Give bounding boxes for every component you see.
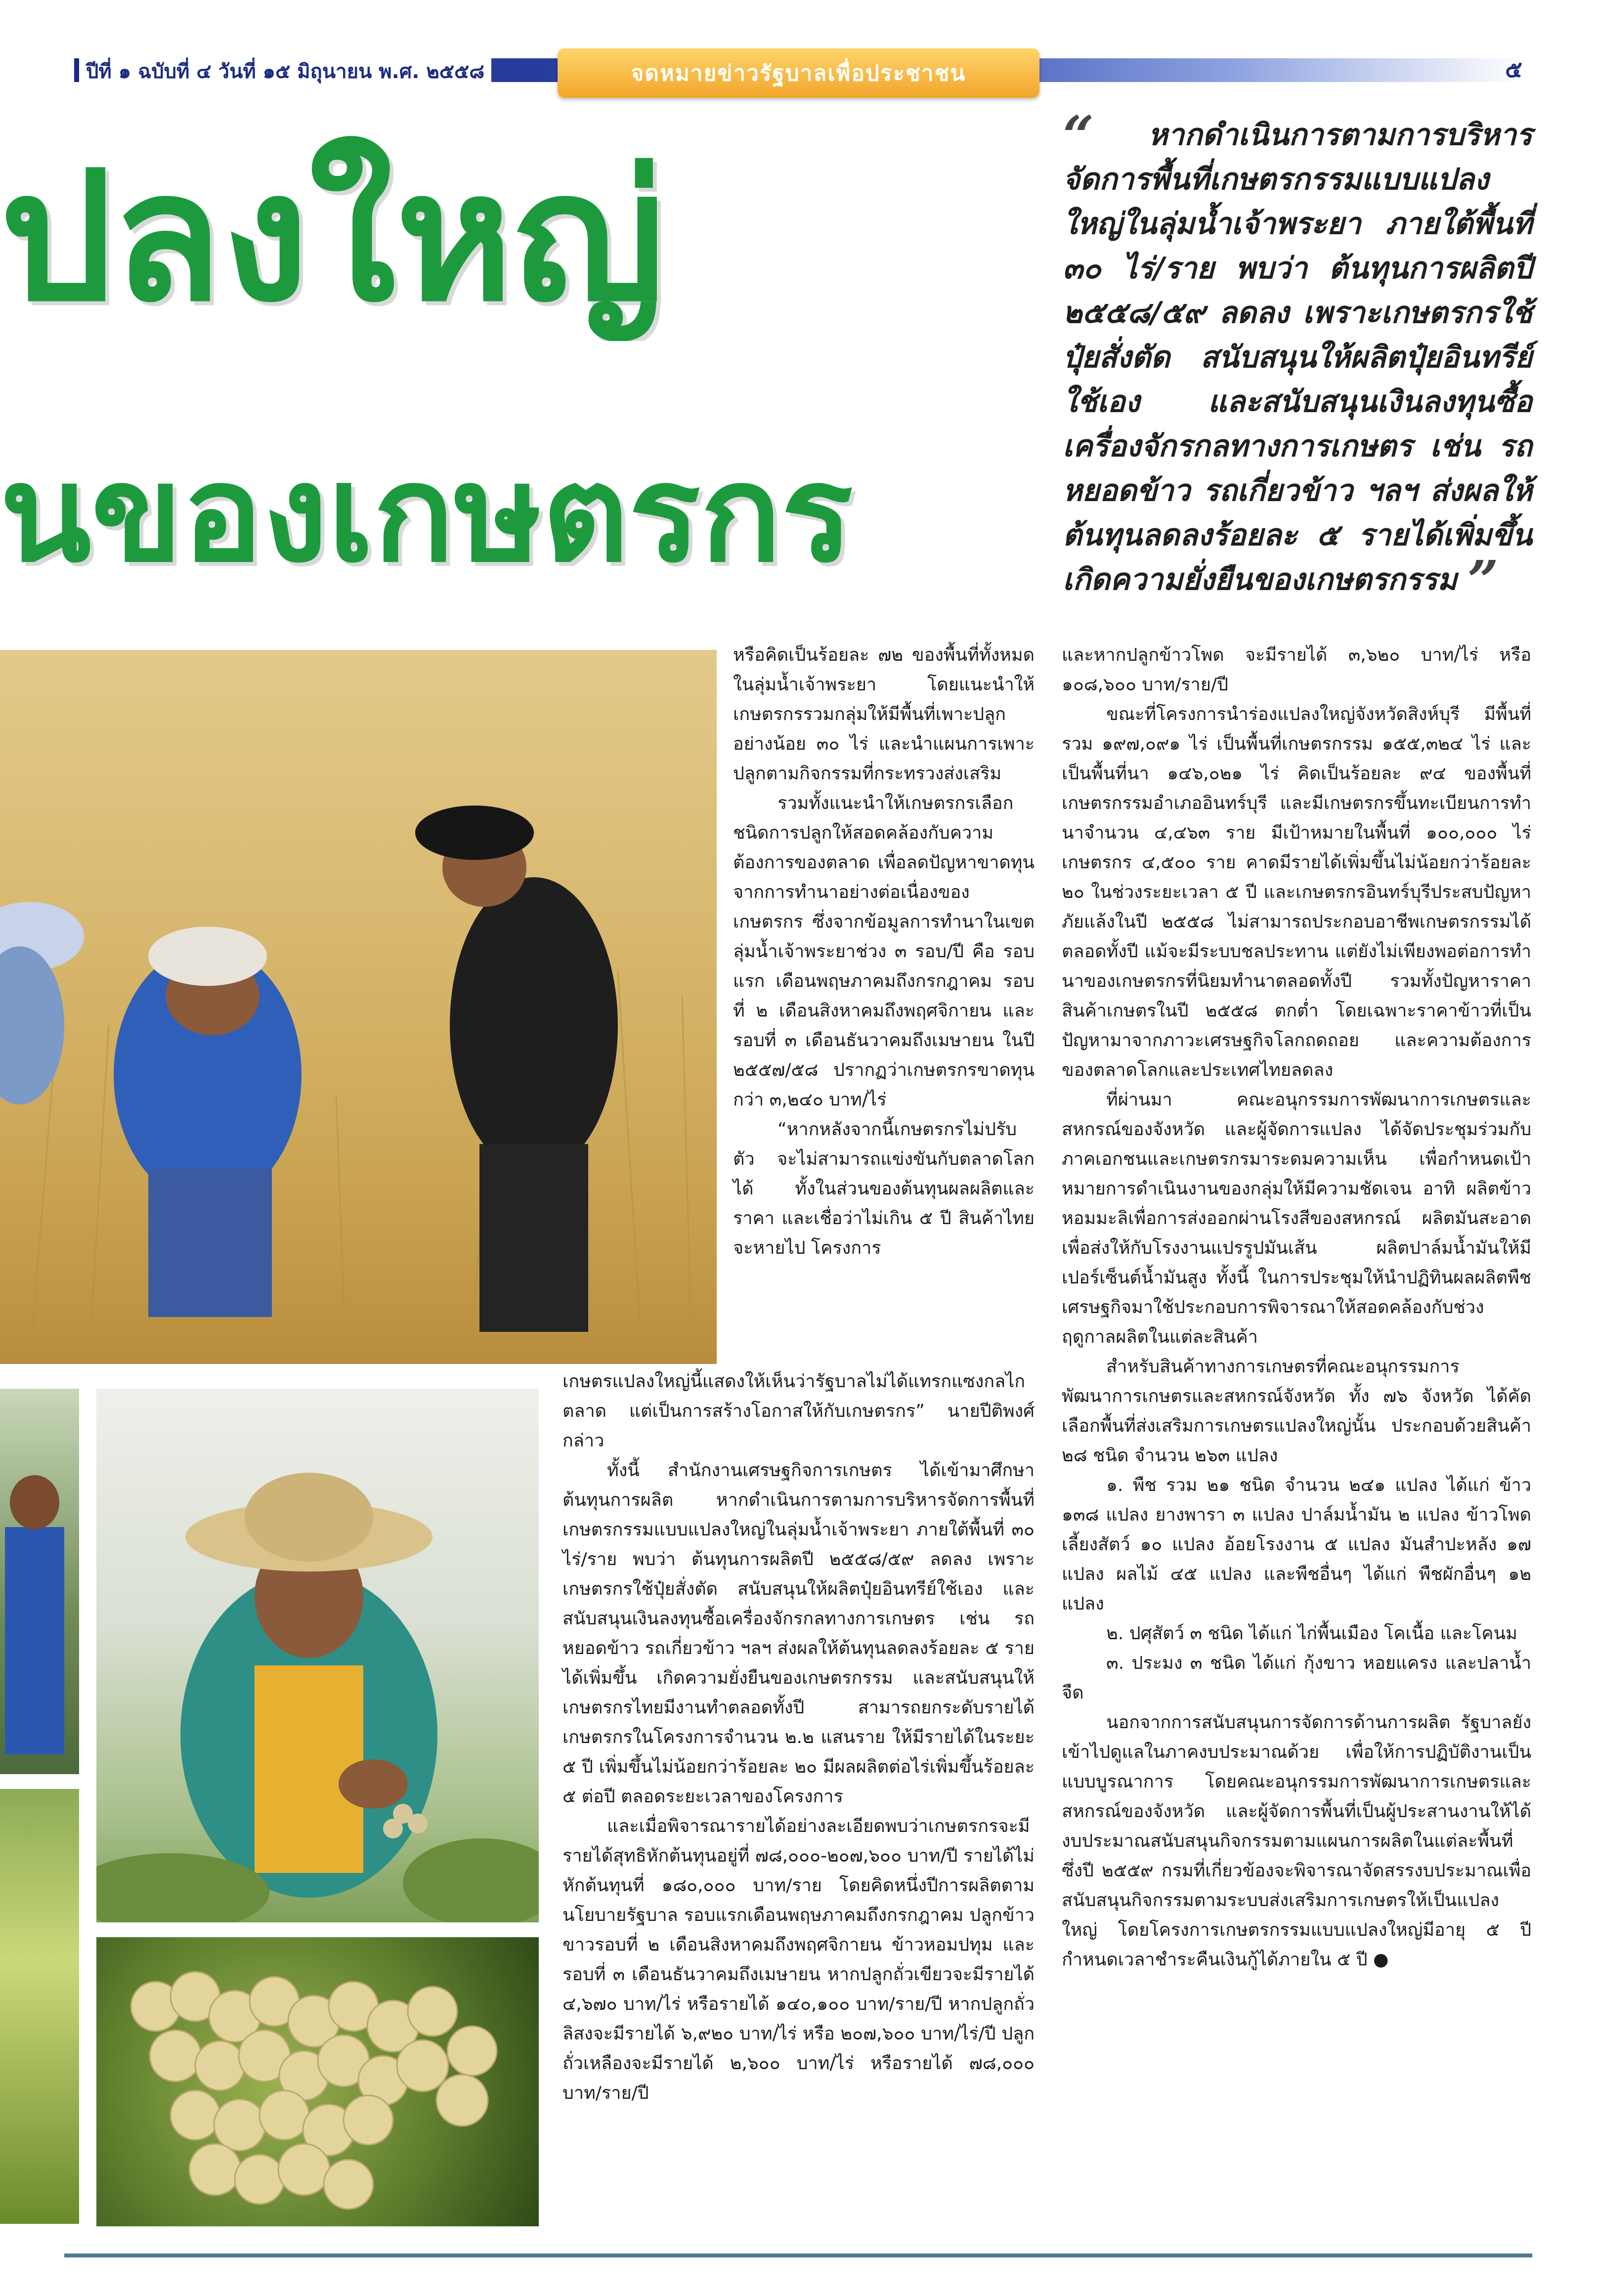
headline-line-2: นของเกษตรกร <box>0 440 853 588</box>
article-paragraph: หรือคิดเป็นร้อยละ ๗๒ ของพื้นที่ทั้งหมดในลุ่มน้ำเจ้าพระยา โดยแนะนำให้เกษตรกรรวมกลุ่มให้มีพื้นที่เพาะปลูกอย่างน้อย ๓๐ ไร่ และนำแผนการเพาะปลูกตามกิจกรรมที่กระทรวงส่งเสริม <box>733 645 1035 784</box>
open-quote-mark: “ <box>1063 104 1094 168</box>
article-paragraph: และเมื่อพิจารณารายได้อย่างละเอียดพบว่าเกษตรกรจะมีรายได้สุทธิหักต้นทุนอยู่ที่ ๗๘,๐๐๐-๒๐๗,๖๐๐ บาท/ปี รายได้ไม่หักต้นทุนที่ ๑๘๐,๐๐๐ บาท/ราย โดยคิดหนึ่งปีการผลิตตามนโยบายรัฐบาล รอบแรกเดือนพฤษภาคมถึงกรกฎาคม ปลูกข้าวขาวรอบที่ ๒ เดือนสิงหาคมถึงพฤศจิกายน ข้าวหอมปทุม และรอบที่ ๓ เดือนธันวาคมถึงเมษายน หากปลูกถั่วเขียวจะมีรายได้ ๔,๖๗๐ บาท/ไร่ หรือรายได้ ๑๔๐,๑๐๐ บาท/ราย/ปี หากปลูกถั่วลิสงจะมีรายได้ ๖,๙๒๐ บาท/ไร่ หรือ ๒๐๗,๖๐๐ บาท/ไร่/ปี ปลูกถั่วเหลืองจะมีรายได้ ๒,๖๐๐ บาท/ไร่ หรือรายได้ ๗๘,๐๐๐ บาท/ราย/ปี <box>562 1816 1035 2103</box>
article-paragraph: “หากหลังจากนี้เกษตรกรไม่ปรับตัว จะไม่สามารถแข่งขันกับตลาดโลกได้ ทั้งในส่วนของต้นทุนผลผลิตและราคา และเชื่อว่าไม่เกิน ๕ ปี สินค้าไทยจะหายไป โครงการ <box>733 1119 1035 1258</box>
article-paragraph: ๒. ปศุสัตว์ ๓ ชนิด ได้แก่ ไก่พื้นเมือง โคเนื้อ และโคนม <box>1106 1623 1517 1644</box>
article-paragraph: รวมทั้งแนะนำให้เกษตรกรเลือกชนิดการปลูกให้สอดคล้องกับความต้องการของตลาด เพื่อลดปัญหาขาดทุนจากการทำนาอย่างต่อเนื่องของเกษตรกร ซึ่งจากข้อมูลการทำนาในเขตลุ่มน้ำเจ้าพระยาช่วง ๓ รอบ/ปี คือ รอบแรก เดือนพฤษภาคมถึงกรกฎาคม รอบที่ ๒ เดือนสิงหาคมถึงพฤศจิกายน และรอบที่ ๓ เดือนธันวาคมถึงเมษายน ในปี ๒๕๕๗/๕๘ ปรากฏว่าเกษตรกรขาดทุนกว่า ๓,๒๔๐ บาท/ไร่ <box>733 793 1035 1110</box>
article-paragraph: สำหรับสินค้าทางการเกษตรที่คณะอนุกรรมการพัฒนาการเกษตรและสหกรณ์จังหวัด ทั้ง ๗๖ จังหวัด ได้คัดเลือกพื้นที่ส่งเสริมการเกษตรแปลงใหญ่นั้น ประกอบด้วยสินค้า ๒๘ ชนิด จำนวน ๒๖๓ แปลง <box>1062 1357 1531 1466</box>
woman-with-longan-photo <box>96 1389 539 1922</box>
article-paragraph: ๓. ประมง ๓ ชนิด ได้แก่ กุ้งขาว หอยแครง และปลาน้ำจืด <box>1062 1653 1531 1703</box>
article-paragraph: ๑. พืช รวม ๒๑ ชนิด จำนวน ๒๔๑ แปลง ได้แก่ ข้าว ๑๓๘ แปลง ยางพารา ๓ แปลง ปาล์มน้ำมัน ๒ แปลง ข้าวโพดเลี้ยงสัตว์ ๑๐ แปลง อ้อยโรงงาน ๕ แปลง มันสำปะหลัง ๑๗ แปลง ผลไม้ ๔๕ แปลง และพืชอื่นๆ ได้แก่ พืชผักอื่นๆ ๑๒ แปลง <box>1062 1475 1531 1614</box>
article-column-right <box>1062 640 1531 1975</box>
article-paragraph: นอกจากการสนับสนุนการจัดการด้านการผลิต รัฐบาลยังเข้าไปดูแลในภาคงบประมาณด้วย เพื่อให้การปฏิบัติงานเป็นแบบบูรณาการ โดยคณะอนุกรรมการพัฒนาการเกษตรและสหกรณ์ของจังหวัด และผู้จัดการพื้นที่เป็นผู้ประสานงานให้ได้งบประมาณสนับสนุนกิจกรรมตามแผนการผลิตในแต่ละพื้นที่ ซึ่งปี ๒๕๕๙ กรมที่เกี่ยวข้องจะพิจารณาจัดสรรงบประมาณเพื่อสนับสนุนกิจกรรมตามระบบส่งเสริมการเกษตรให้เป็นแปลงใหญ่ โดยโครงการเกษตรกรรมแบบแปลงใหญ่มีอายุ ๕ ปี กำหนดเวลาชำระคืนเงินกู้ได้ภายใน ๕ ปี ● <box>1062 1712 1531 1970</box>
rice-harvest-photo <box>0 650 717 1364</box>
rice-harvest-illustration <box>0 650 717 1364</box>
longan-fruit-photo <box>96 1937 539 2226</box>
newsletter-banner: จดหมายข่าวรัฐบาลเพื่อประชาชน <box>558 48 1039 98</box>
article-column-middle-lower <box>562 1367 1035 2108</box>
page-number: ๕ <box>1505 56 1522 83</box>
palm-leaves-photo <box>0 1789 79 2224</box>
article-paragraph: ที่ผ่านมา คณะอนุกรรมการพัฒนาการเกษตรและสหกรณ์ของจังหวัด และผู้จัดการแปลง ได้จัดประชุมร่วมกับภาคเอกชนและเกษตรกรมาระดมความเห็น เพื่อกำหนดเป้าหมายการดำเนินงานของกลุ่มให้มีความชัดเจน อาทิ ผลิตข้าวหอมมะลิเพื่อการส่งออกผ่านโรงสีของสหกรณ์ ผลิตมันสะอาดเพื่อส่งให้กับโรงงานแปรรูปมันเส้น ผลิตปาล์มน้ำมันให้มีเปอร์เซ็นต์น้ำมันสูง ทั้งนี้ ในการประชุมให้นำปฏิทินผลผลิตพืชเศรษฐกิจมาใช้ประกอบการพิจารณาให้สอดคล้องกับช่วงฤดูกาลผลิตในแต่ละสินค้า <box>1062 1090 1531 1347</box>
article-paragraph: ทั้งนี้ สำนักงานเศรษฐกิจการเกษตร ได้เข้ามาศึกษาต้นทุนการผลิต หากดำเนินการตามการบริหารจัดการพื้นที่เกษตรกรรมแบบแปลงใหญ่ในลุ่มน้ำเจ้าพระยา ภายใต้พื้นที่ ๓๐ ไร่/ราย พบว่า ต้นทุนการผลิตปี ๒๕๕๘/๕๙ ลดลง เพราะเกษตรกรใช้ปุ๋ยสั่งตัด สนับสนุนให้ผลิตปุ๋ยอินทรีย์ใช้เอง และสนับสนุนเงินลงทุนซื้อเครื่องจักรกลทางการเกษตร เช่น รถหยอดข้าว รถเกี่ยวข้าว ฯลฯ ส่งผลให้ต้นทุนลดลงร้อยละ ๕ รายได้เพิ่มขึ้น เกิดความยั่งยืนของเกษตรกรรม และสนับสนุนให้เกษตรกรไทยมีงานทำตลอดทั้งปี สามารถยกระดับรายได้เกษตรกรในโครงการจำนวน ๒.๒ แสนราย ให้มีรายได้ในระยะ ๕ ปี เพิ่มขึ้นไม่น้อยกว่าร้อยละ ๒๐ มีผลผลิตต่อไร่เพิ่มขึ้นร้อยละ ๕ ต่อปี ตลอดระยะเวลาของโครงการ <box>562 1460 1035 1807</box>
market-people-photo <box>0 1389 79 1774</box>
article-paragraph: ขณะที่โครงการนำร่องแปลงใหญ่จังหวัดสิงห์บุรี มีพื้นที่รวม ๑๙๗,๐๙๑ ไร่ เป็นพื้นที่เกษตรกรรม ๑๕๕,๓๒๔ ไร่ และเป็นพื้นที่นา ๑๔๖,๐๒๑ ไร่ คิดเป็นร้อยละ ๙๔ ของพื้นที่เกษตรกรรมอำเภออินทร์บุรี และมีเกษตรกรขึ้นทะเบียนการทำนาจำนวน ๔,๔๖๓ ราย มีเป้าหมายในพื้นที่ ๑๐๐,๐๐๐ ไร่ เกษตรกร ๔,๕๐๐ ราย คาดมีรายได้เพิ่มขึ้นไม่น้อยกว่าร้อยละ ๒๐ ในช่วงระยะเวลา ๕ ปี และเกษตรกรอินทร์บุรีประสบปัญหาภัยแล้งในปี ๒๕๕๘ ไม่สามารถประกอบอาชีพเกษตรกรรมได้ตลอดทั้งปี แม้จะมีระบบชลประทาน แต่ยังไม่เพียงพอต่อการทำนาของเกษตรกรที่นิยมทำนาตลอดทั้งปี รวมทั้งปัญหาราคาสินค้าเกษตรในปี ๒๕๕๘ ตกต่ำ โดยเฉพาะราคาข้าวที่เป็นปัญหามาจากภาวะเศรษฐกิจโลกถดถอย และความต้องการของตลาดโลกและประเทศไทยลดลง <box>1062 704 1531 1080</box>
article-column-middle-upper <box>733 640 1035 1263</box>
close-quote-mark: ” <box>1467 549 1499 612</box>
longan-fruit-illustration <box>96 1937 539 2226</box>
market-people-illustration <box>0 1389 79 1774</box>
woman-with-longan-illustration <box>96 1389 539 1922</box>
issue-info: ปีที่ ๑ ฉบับที่ ๔ วันที่ ๑๕ มิถุนายน พ.ศ. ๒๕๕๘ <box>79 53 491 89</box>
pull-quote <box>1063 104 1532 612</box>
article-paragraph: และหากปลูกข้าวโพด จะมีรายได้ ๓,๖๒๐ บาท/ไร่ หรือ ๑๐๘,๖๐๐ บาท/ราย/ปี <box>1062 645 1531 695</box>
headline-line-1: ปลงใหญ่ <box>0 133 665 340</box>
article-paragraph: เกษตรแปลงใหญ่นี้แสดงให้เห็นว่ารัฐบาลไม่ได้แทรกแซงกลไกตลาด แต่เป็นการสร้างโอกาสให้กับเกษตรกร” นายปีติพงศ์ กล่าว <box>562 1371 1035 1451</box>
footer-rule <box>64 2253 1532 2257</box>
pull-quote-text: หากดำเนินการตามการบริหารจัดการพื้นที่เกษตรกรรมแบบแปลงใหญ่ในลุ่มน้ำเจ้าพระยา ภายใต้พื้นที่ ๓๐ ไร่/ราย พบว่า ต้นทุนการผลิตปี ๒๕๕๘/๕๙ ลดลง เพราะเกษตรกรใช้ปุ๋ยสั่งตัด สนับสนุนให้ผลิตปุ๋ยอินทรีย์ใช้เอง และสนับสนุนเงินลงทุนซื้อเครื่องจักรกลทางการเกษตร เช่น รถหยอดข้าว รถเกี่ยวข้าว ฯลฯ ส่งผลให้ต้นทุนลดลงร้อยละ ๕ รายได้เพิ่มขึ้น เกิดความยั่งยืนของเกษตรกรรม <box>1063 118 1532 597</box>
